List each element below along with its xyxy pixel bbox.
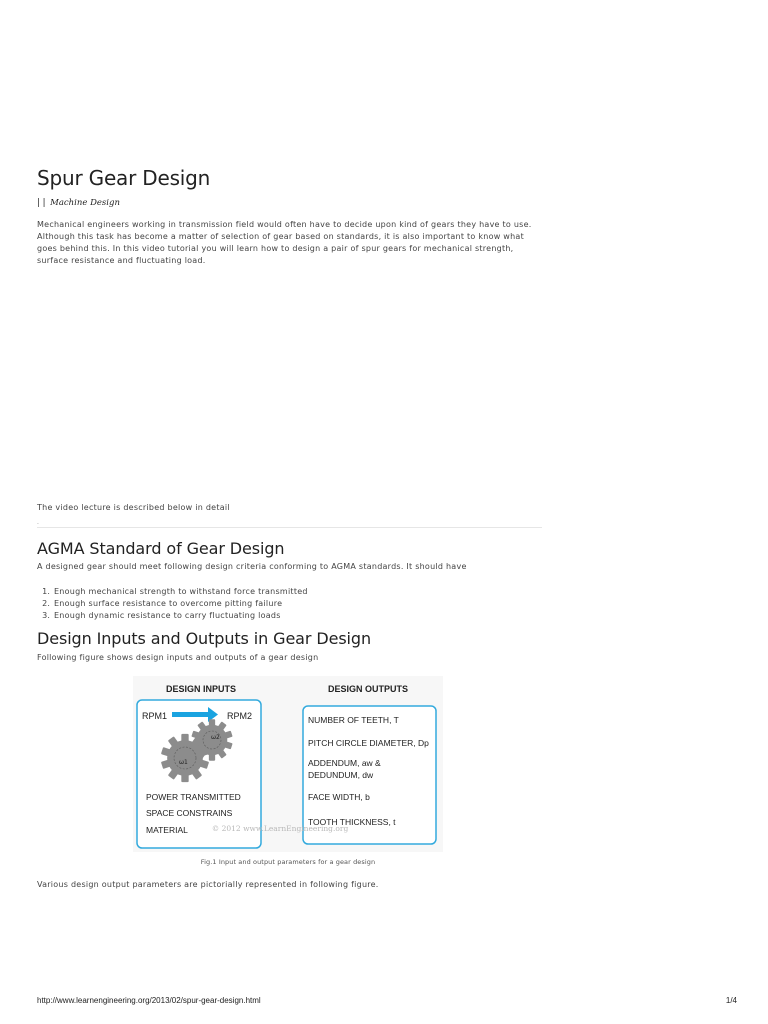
category-link[interactable]: Machine Design [50,198,120,208]
video-caption: The video lecture is described below in detail [37,503,230,512]
list-item: 1. Enough mechanical strength to withstand force transmitted [53,586,533,598]
intro-paragraph: Mechanical engineers working in transmission field would often have to decide upon kind of gears they have to use. Although this task has become a matter of selection of gear based on standards, it is also important to know what goes behind this. In this video tutorial you will learn how to design a pair of spur gears for mechanical strength, surface resistance and fluctuating load. [37,220,532,265]
post-meta [37,198,120,208]
page-url[interactable]: http://www.learnengineering.org/2013/02/spur-gear-design.html [37,996,261,1005]
after-figure-text: Various design output parameters are pictorially represented in following figure. [37,880,379,889]
agma-heading: AGMA Standard of Gear Design [37,539,285,558]
design-io-heading: Design Inputs and Outputs in Gear Design [37,629,371,648]
dot-marker: . [37,519,39,526]
inputs-title: DESIGN INPUTS [165,684,237,694]
omega2-label: ω2 [211,734,220,741]
output-teeth: NUMBER OF TEETH, T [308,715,399,725]
watermark: © 2012 www.LearnEngineering.org [211,824,349,833]
outputs-title: DESIGN OUTPUTS [327,684,409,694]
output-tooth-thickness: TOOTH THICKNESS, t [308,817,396,827]
output-face-width: FACE WIDTH, b [308,792,370,802]
page-title: Spur Gear Design [37,166,211,190]
agma-intro: A designed gear should meet following design criteria conforming to AGMA standards. It should have [37,562,467,571]
meta-separator: | | [37,198,46,208]
design-io-intro: Following figure shows design inputs and outputs of a gear design [37,653,319,662]
criteria-list [37,586,533,622]
output-dedundum: DEDUNDUM, dw [308,770,374,780]
input-material: MATERIAL [146,825,188,835]
output-addendum: ADDENDUM, aw & [308,758,381,768]
input-power: POWER TRANSMITTED [146,792,241,802]
input-space: SPACE CONSTRAINS [146,808,233,818]
list-item: 2. Enough surface resistance to overcome pitting failure [53,598,533,610]
divider [37,527,542,528]
output-pcd: PITCH CIRCLE DIAMETER, Dp [308,738,429,748]
omega1-label: ω1 [179,759,188,766]
rpm2-label: RPM2 [227,711,253,721]
rpm1-label: RPM1 [142,711,168,721]
page-number: 1/4 [725,996,737,1005]
figure-caption: Fig.1 Input and output parameters for a gear design [200,858,376,866]
list-item: 3. Enough dynamic resistance to carry fluctuating loads [53,610,533,622]
design-io-figure [133,676,443,852]
